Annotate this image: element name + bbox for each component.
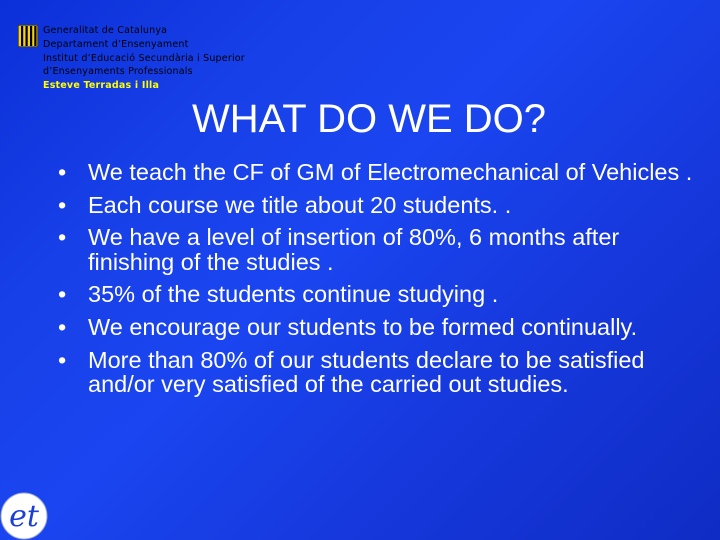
list-item — [54, 193, 694, 217]
list-item-text: We have a level of insertion of 80%, 6 months after finishing of the studies . — [88, 224, 620, 275]
list-item-text: More than 80% of our students declare to be satisfied and/or very satisfied of the carried out studies. — [88, 346, 645, 397]
header-line: d’Ensenyaments Professionals — [43, 66, 193, 78]
list-item — [54, 282, 694, 306]
bullet-icon: • — [58, 346, 67, 373]
list-item-text: 35% of the students continue studying . — [88, 281, 499, 308]
list-item — [54, 315, 694, 339]
list-item-text: Each course we title about 20 students. . — [88, 191, 512, 218]
header-line: Institut d’Educació Secundària i Superior — [43, 52, 245, 64]
list-item — [54, 348, 694, 396]
list-item — [54, 160, 694, 184]
header-line: Generalitat de Catalunya — [43, 25, 168, 36]
bullet-icon: • — [58, 281, 67, 308]
list-item-text: We encourage our students to be formed continually. — [88, 314, 638, 341]
catalonia-flag-icon — [18, 25, 38, 47]
bullet-icon: • — [58, 191, 67, 218]
et-logo-icon — [0, 490, 50, 540]
bullet-icon: • — [58, 224, 67, 251]
list-item — [54, 225, 694, 273]
bullet-list — [54, 160, 694, 405]
bullet-icon: • — [58, 314, 67, 341]
header-line: Departament d’Ensenyament — [43, 38, 189, 50]
slide-title: WHAT DO WE DO? — [191, 97, 547, 141]
school-name: Esteve Terradas i Illa — [43, 80, 160, 92]
bullet-icon: • — [58, 159, 67, 185]
institution-header — [43, 24, 245, 93]
list-item-text: We teach the CF of GM of Electromechanical of Vehicles . — [88, 159, 693, 185]
svg-text:et: et — [9, 499, 39, 534]
